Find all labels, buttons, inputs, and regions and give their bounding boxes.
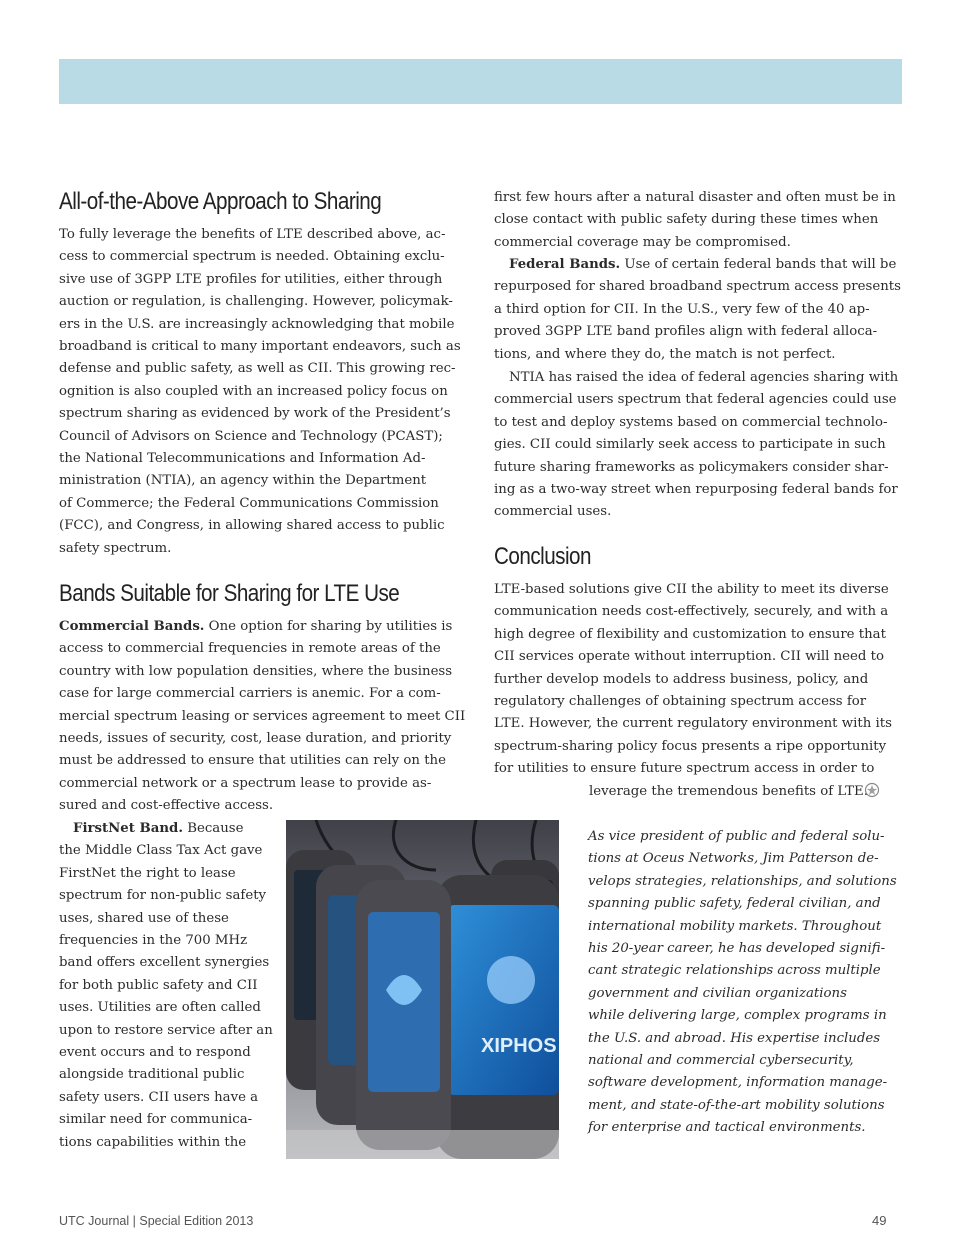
text-line: ers in the U.S. are increasingly acknowledging that mobile xyxy=(59,316,455,332)
text-line xyxy=(494,254,901,276)
text-line: further develop models to address business, policy, and xyxy=(494,671,869,687)
text-line: spanning public safety, federal civilian, and xyxy=(588,896,881,912)
device-screen-label: XIPHOS xyxy=(481,1035,557,1057)
text-line: leverage the tremendous benefits of LTE. xyxy=(589,784,868,799)
text-run: Because xyxy=(182,821,244,836)
paragraph-conclusion-end xyxy=(589,781,868,803)
text-line: cant strategic relationships across multiple xyxy=(588,963,881,979)
text-line: commercial uses. xyxy=(494,504,612,520)
text-line: NTIA has raised the idea of federal agencies sharing with xyxy=(509,370,899,385)
text-line: sive use of 3GPP LTE profiles for utilities, either through xyxy=(59,271,443,287)
text-line: high degree of flexibility and customization to ensure that xyxy=(494,626,886,642)
paragraph-ntia xyxy=(494,367,898,524)
footer-journal-title: UTC Journal | Special Edition 2013 xyxy=(59,1214,254,1228)
text-line: international mobility markets. Throughout xyxy=(588,918,882,934)
text-line: spectrum sharing as evidenced by work of the President’s xyxy=(59,406,451,422)
text-line: broadband is critical to many important endeavors, such as xyxy=(59,339,461,355)
text-line: To fully leverage the benefits of LTE described above, ac- xyxy=(59,227,446,242)
text-line: to test and deploy systems based on commercial technolo- xyxy=(494,414,888,430)
text-line: country with low population densities, where the business xyxy=(59,663,453,679)
text-line: uses. Utilities are often called xyxy=(59,1000,261,1016)
text-line: proved 3GPP LTE band profiles align with federal alloca- xyxy=(494,324,878,340)
text-line: gies. CII could similarly seek access to participate in such xyxy=(494,437,886,453)
text-line xyxy=(59,616,465,638)
run-in-label: FirstNet Band. xyxy=(73,821,183,836)
text-line: band offers excellent synergies xyxy=(59,955,270,971)
text-line: tions capabilities within the xyxy=(59,1134,247,1150)
text-line: (FCC), and Congress, in allowing shared access to public xyxy=(59,518,445,534)
paragraph-continued xyxy=(494,187,896,254)
device-front xyxy=(436,875,559,1159)
paragraph-sharing xyxy=(59,224,461,560)
text-line: upon to restore service after an xyxy=(59,1022,273,1038)
text-line: auction or regulation, is challenging. However, policymak- xyxy=(59,294,453,310)
text-line: for both public safety and CII xyxy=(59,977,258,993)
text-line: ognition is also coupled with an increased policy focus on xyxy=(59,383,448,399)
devices-illustration xyxy=(286,820,559,1159)
text-line: national and commercial cybersecurity, xyxy=(588,1053,854,1069)
text-line: defense and public safety, as well as CII. This growing rec- xyxy=(59,361,456,377)
text-line: tions, and where they do, the match is not perfect. xyxy=(494,346,836,362)
text-line: alongside traditional public xyxy=(59,1067,245,1083)
run-in-label: Federal Bands. xyxy=(509,257,621,272)
paragraph-conclusion xyxy=(494,579,892,781)
text-line: FirstNet the right to lease xyxy=(59,865,236,881)
text-line: tions at Oceus Networks, Jim Patterson de- xyxy=(588,851,879,867)
text-line: ment, and state-of-the-art mobility solutions xyxy=(588,1097,885,1113)
text-line: while delivering large, complex programs in xyxy=(588,1008,887,1024)
text-line: mercial spectrum leasing or services agreement to meet CII xyxy=(59,708,466,724)
text-line: software development, information manage- xyxy=(588,1075,888,1091)
text-line: spectrum for non-public safety xyxy=(59,888,267,904)
text-line: LTE. However, the current regulatory environment with its xyxy=(494,716,892,732)
text-line xyxy=(59,818,273,840)
text-line: safety users. CII users have a xyxy=(59,1089,259,1105)
text-line: first few hours after a natural disaster and often must be in xyxy=(494,190,896,205)
text-line: for utilities to ensure future spectrum access in order to xyxy=(494,761,875,777)
text-line: Council of Advisors on Science and Technology (PCAST); xyxy=(59,428,443,444)
text-line: ing as a two-way street when repurposing federal bands for xyxy=(494,482,898,498)
text-line: close contact with public safety during these times when xyxy=(494,212,879,228)
text-line: velops strategies, relationships, and solutions xyxy=(588,873,897,889)
text-line: LTE-based solutions give CII the ability to meet its diverse xyxy=(494,582,889,597)
text-line: the National Telecommunications and Information Ad- xyxy=(59,451,426,467)
paragraph-commercial-bands xyxy=(59,616,465,818)
article-end-icon xyxy=(864,782,880,798)
header-band xyxy=(59,59,902,104)
text-line: frequencies in the 700 MHz xyxy=(59,933,248,949)
text-line: safety spectrum. xyxy=(59,540,172,556)
heading-sharing: All-of-the-Above Approach to Sharing xyxy=(59,188,382,215)
text-line: government and civilian organizations xyxy=(588,985,847,1001)
text-line: the U.S. and abroad. His expertise includes xyxy=(588,1030,881,1046)
text-line: the Middle Class Tax Act gave xyxy=(59,843,263,859)
page-number: 49 xyxy=(872,1213,887,1228)
text-line: his 20-year career, he has developed signifi- xyxy=(588,941,886,957)
text-line: case for large commercial carriers is anemic. For a com- xyxy=(59,686,441,702)
text-line: needs, issues of security, cost, lease duration, and priority xyxy=(59,731,452,747)
text-line: communication needs cost-effectively, securely, and with a xyxy=(494,604,889,620)
text-line: for enterprise and tactical environments. xyxy=(588,1120,866,1136)
text-line: future sharing frameworks as policymakers consider shar- xyxy=(494,459,889,475)
text-line: spectrum-sharing policy focus presents a ripe opportunity xyxy=(494,738,887,754)
text-line: cess to commercial spectrum is needed. Obtaining exclu- xyxy=(59,249,445,265)
text-line: commercial users spectrum that federal agencies could use xyxy=(494,392,897,408)
heading-conclusion: Conclusion xyxy=(494,543,591,570)
device-front-left xyxy=(356,880,451,1150)
run-in-label: Commercial Bands. xyxy=(59,619,205,634)
text-line: a third option for CII. In the U.S., very few of the 40 ap- xyxy=(494,301,870,317)
author-bio xyxy=(588,826,897,1140)
text-line: must be addressed to ensure that utilities can rely on the xyxy=(59,753,446,769)
text-line: commercial network or a spectrum lease to provide as- xyxy=(59,775,432,791)
text-line: As vice president of public and federal solu- xyxy=(588,829,885,844)
text-line: event occurs and to respond xyxy=(59,1045,251,1061)
text-line: repurposed for shared broadband spectrum access presents xyxy=(494,279,901,295)
devices-photo xyxy=(286,820,559,1159)
paragraph-firstnet-band xyxy=(59,818,273,1154)
text-line: of Commerce; the Federal Communications Commission xyxy=(59,495,439,511)
text-line: sured and cost-effective access. xyxy=(59,798,274,814)
text-line: commercial coverage may be compromised. xyxy=(494,234,791,250)
paragraph-federal-bands xyxy=(494,254,901,366)
heading-bands: Bands Suitable for Sharing for LTE Use xyxy=(59,580,400,607)
text-line: CII services operate without interruption. CII will need to xyxy=(494,649,884,665)
text-line: access to commercial frequencies in remote areas of the xyxy=(59,641,441,657)
text-line: similar need for communica- xyxy=(59,1112,253,1128)
text-line: regulatory challenges of obtaining spectrum access for xyxy=(494,694,867,710)
text-run: Use of certain federal bands that will be xyxy=(620,257,897,272)
text-line: uses, shared use of these xyxy=(59,910,229,926)
text-line: ministration (NTIA), an agency within the Department xyxy=(59,473,427,489)
text-run: One option for sharing by utilities is xyxy=(204,619,453,634)
